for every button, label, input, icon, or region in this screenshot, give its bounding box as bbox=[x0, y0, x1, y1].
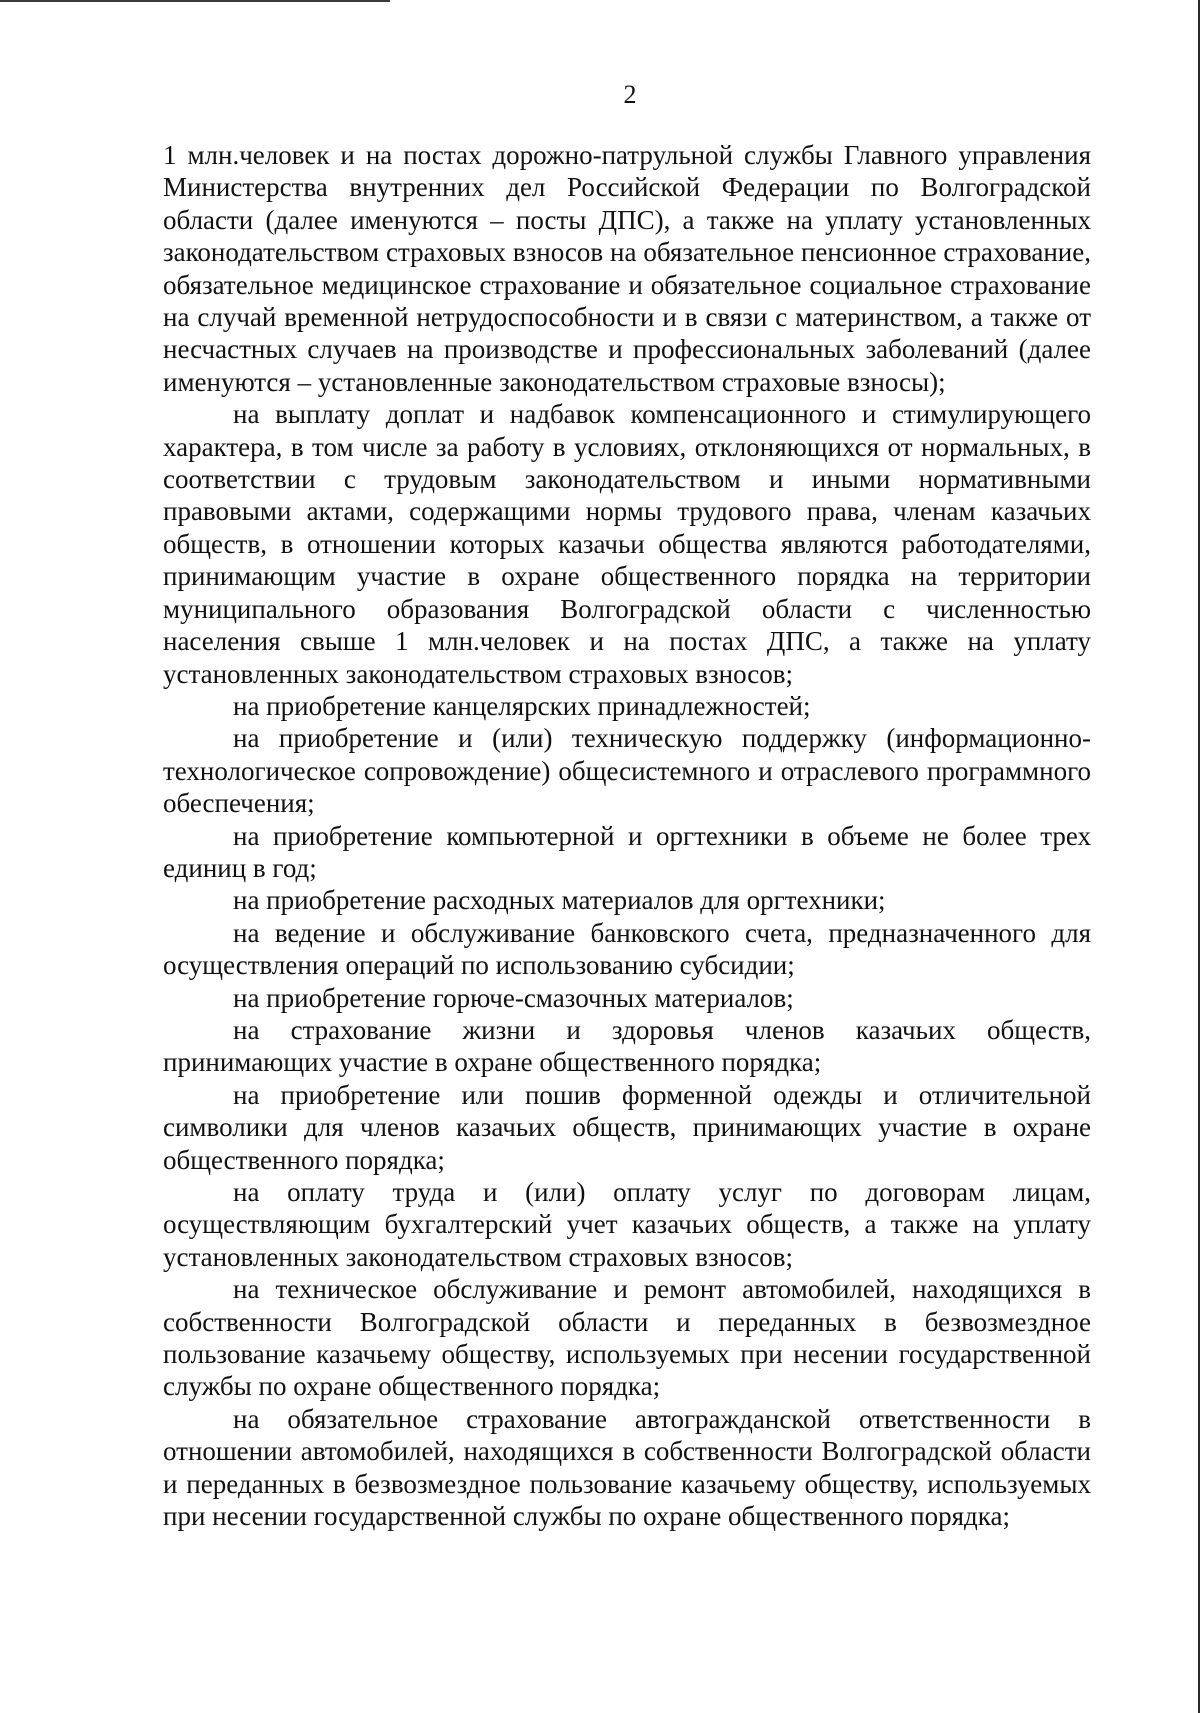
page-number: 2 bbox=[623, 80, 637, 109]
paragraph-9: на страхование жизни и здоровья членов казачьих обществ, принимающих участие в охране общественного порядка; bbox=[163, 1014, 1091, 1078]
paragraph-8: на приобретение горюче-смазочных материалов; bbox=[233, 982, 794, 1013]
paragraph-2: на выплату доплат и надбавок компенсационного и стимулирующего характера, в том числе за работу в условиях, отклоняющихся от нормальных, в соответствии с трудовым законодательством и иными нормативными правовыми актами, содержащими нормы трудового права, членам казачьих обществ, в отношении которых казачьи общества являются работодателями, принимающим участие в охране общественного порядка на территории муниципального образования Волгоградской области с численностью населения свыше 1 млн.человек и на постах ДПС, а также на уплату установленных законодательством страховых взносов; bbox=[163, 399, 1091, 689]
paragraph-11: на оплату труда и (или) оплату услуг по договорам лицам, осуществляющим бухгалтерский учет казачьих обществ, а также на уплату установленных законодательством страховых взносов; bbox=[163, 1177, 1091, 1272]
paragraph-5: на приобретение компьютерной и оргтехники в объеме не более трех единиц в год; bbox=[163, 820, 1091, 883]
paragraph-13: на обязательное страхование автогражданской ответственности в отношении автомобилей, находящихся в собственности Волгоградской области и переданных в безвозмездное пользование казачьему обществу, используемых при несении государственной службы по охране общественного порядка; bbox=[163, 1403, 1091, 1532]
paragraph-12: на техническое обслуживание и ремонт автомобилей, находящихся в собственности Волгоградской области и переданных в безвозмездное пользование казачьему обществу, используемых при несении государственной службы по охране общественного порядка; bbox=[163, 1274, 1091, 1402]
document-body bbox=[163, 139, 1091, 1532]
paragraph-10: на приобретение или пошив форменной одежды и отличительной символики для членов казачьих обществ, принимающих участие в охране общественного порядка; bbox=[163, 1079, 1091, 1175]
paragraph-4: на приобретение и (или) техническую поддержку (информационно-технологическое сопровождение) общесистемного и отраслевого программного обеспечения; bbox=[163, 723, 1091, 819]
scan-edge-top bbox=[0, 0, 390, 2]
paragraph-6: на приобретение расходных материалов для оргтехники; bbox=[233, 885, 886, 916]
paragraph-3: на приобретение канцелярских принадлежностей; bbox=[233, 690, 811, 721]
paragraph-1: 1 млн.человек и на постах дорожно-патрульной службы Главного управления Министерства внутренних дел Российской Федерации по Волгоградской области (далее именуются – посты ДПС), а также на уплату установленных законодательством страховых взносов на обязательное пенсионное страхование, обязательное медицинское страхование и обязательное социальное страхование на случай временной нетрудоспособности и в связи с материнством, а также от несчастных случаев на производстве и профессиональных заболеваний (далее именуются – установленные законодательством страховые взносы); bbox=[163, 140, 1091, 397]
paragraph-7: на ведение и обслуживание банковского счета, предназначенного для осуществления операций по использованию субсидии; bbox=[163, 917, 1091, 981]
